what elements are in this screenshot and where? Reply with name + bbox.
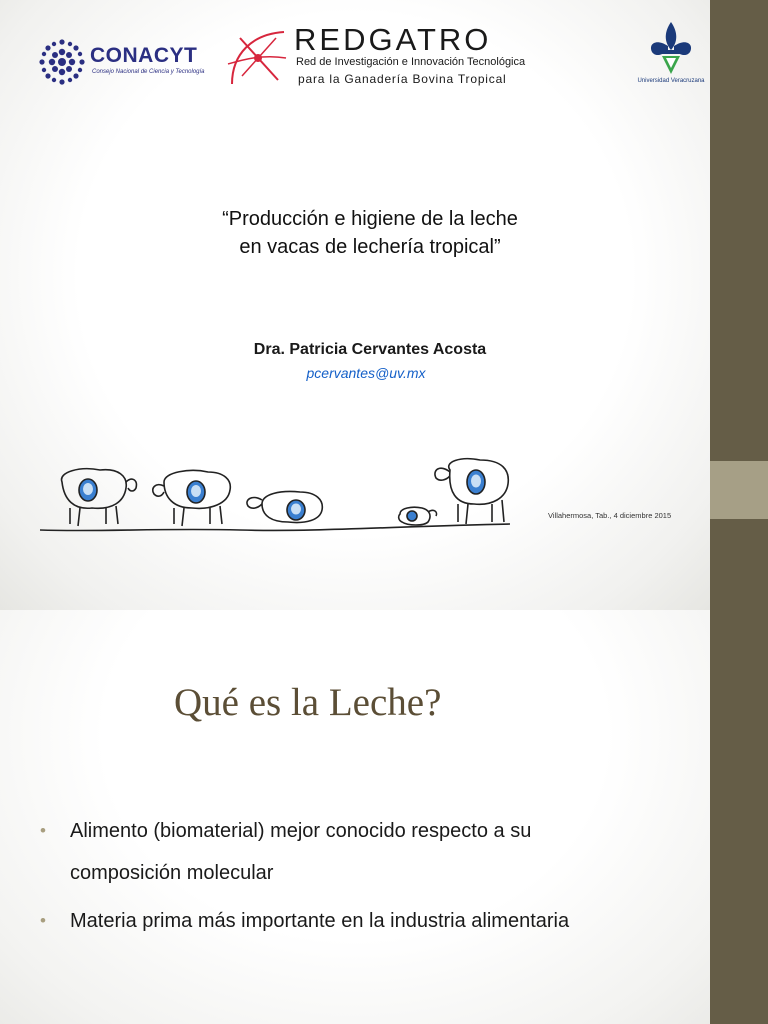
slide-heading: Qué es la Leche?	[174, 681, 442, 724]
sidebar-band-top	[710, 0, 768, 461]
place-and-date: Villahermosa, Tab., 4 diciembre 2015	[548, 511, 672, 520]
conacyt-emblem-icon	[36, 36, 88, 88]
bullet-dot-icon: •	[40, 911, 46, 930]
conacyt-subtitle: Consejo Nacional de Ciencia y Tecnología	[92, 69, 205, 75]
sidebar-accent-block	[710, 461, 768, 519]
cow-line-drawings-illustration	[40, 452, 510, 544]
presentation-title-line-2: en vacas de lechería tropical”	[239, 236, 501, 258]
bullet-text: Alimento (biomaterial) mejor conocido respecto a su	[70, 820, 532, 842]
redgatro-emblem-icon	[222, 24, 294, 90]
conacyt-name: CONACYT	[90, 44, 198, 67]
content-slide	[0, 610, 710, 1024]
uv-fleur-de-lis-icon	[646, 20, 696, 76]
redgatro-logo	[222, 20, 552, 90]
uv-name: Universidad Veracruzana	[637, 78, 705, 84]
conacyt-logo	[36, 36, 206, 92]
uv-logo	[632, 20, 710, 90]
bullet-text: Materia prima más importante en la industria alimentaria	[70, 910, 570, 932]
redgatro-tagline-2: para la Ganadería Bovina Tropical	[298, 72, 507, 86]
sidebar-band-bottom	[710, 519, 768, 1024]
redgatro-tagline-1: Red de Investigación e Innovación Tecnológica	[296, 56, 526, 68]
author-email[interactable]: pcervantes@uv.mx	[306, 365, 426, 381]
bullet-text: composición molecular	[70, 862, 274, 884]
bullet-dot-icon: •	[40, 821, 46, 840]
redgatro-name: REDGATRO	[294, 22, 492, 57]
presentation-title-line-1: “Producción e higiene de la leche	[222, 208, 518, 230]
author-name: Dra. Patricia Cervantes Acosta	[253, 341, 487, 358]
